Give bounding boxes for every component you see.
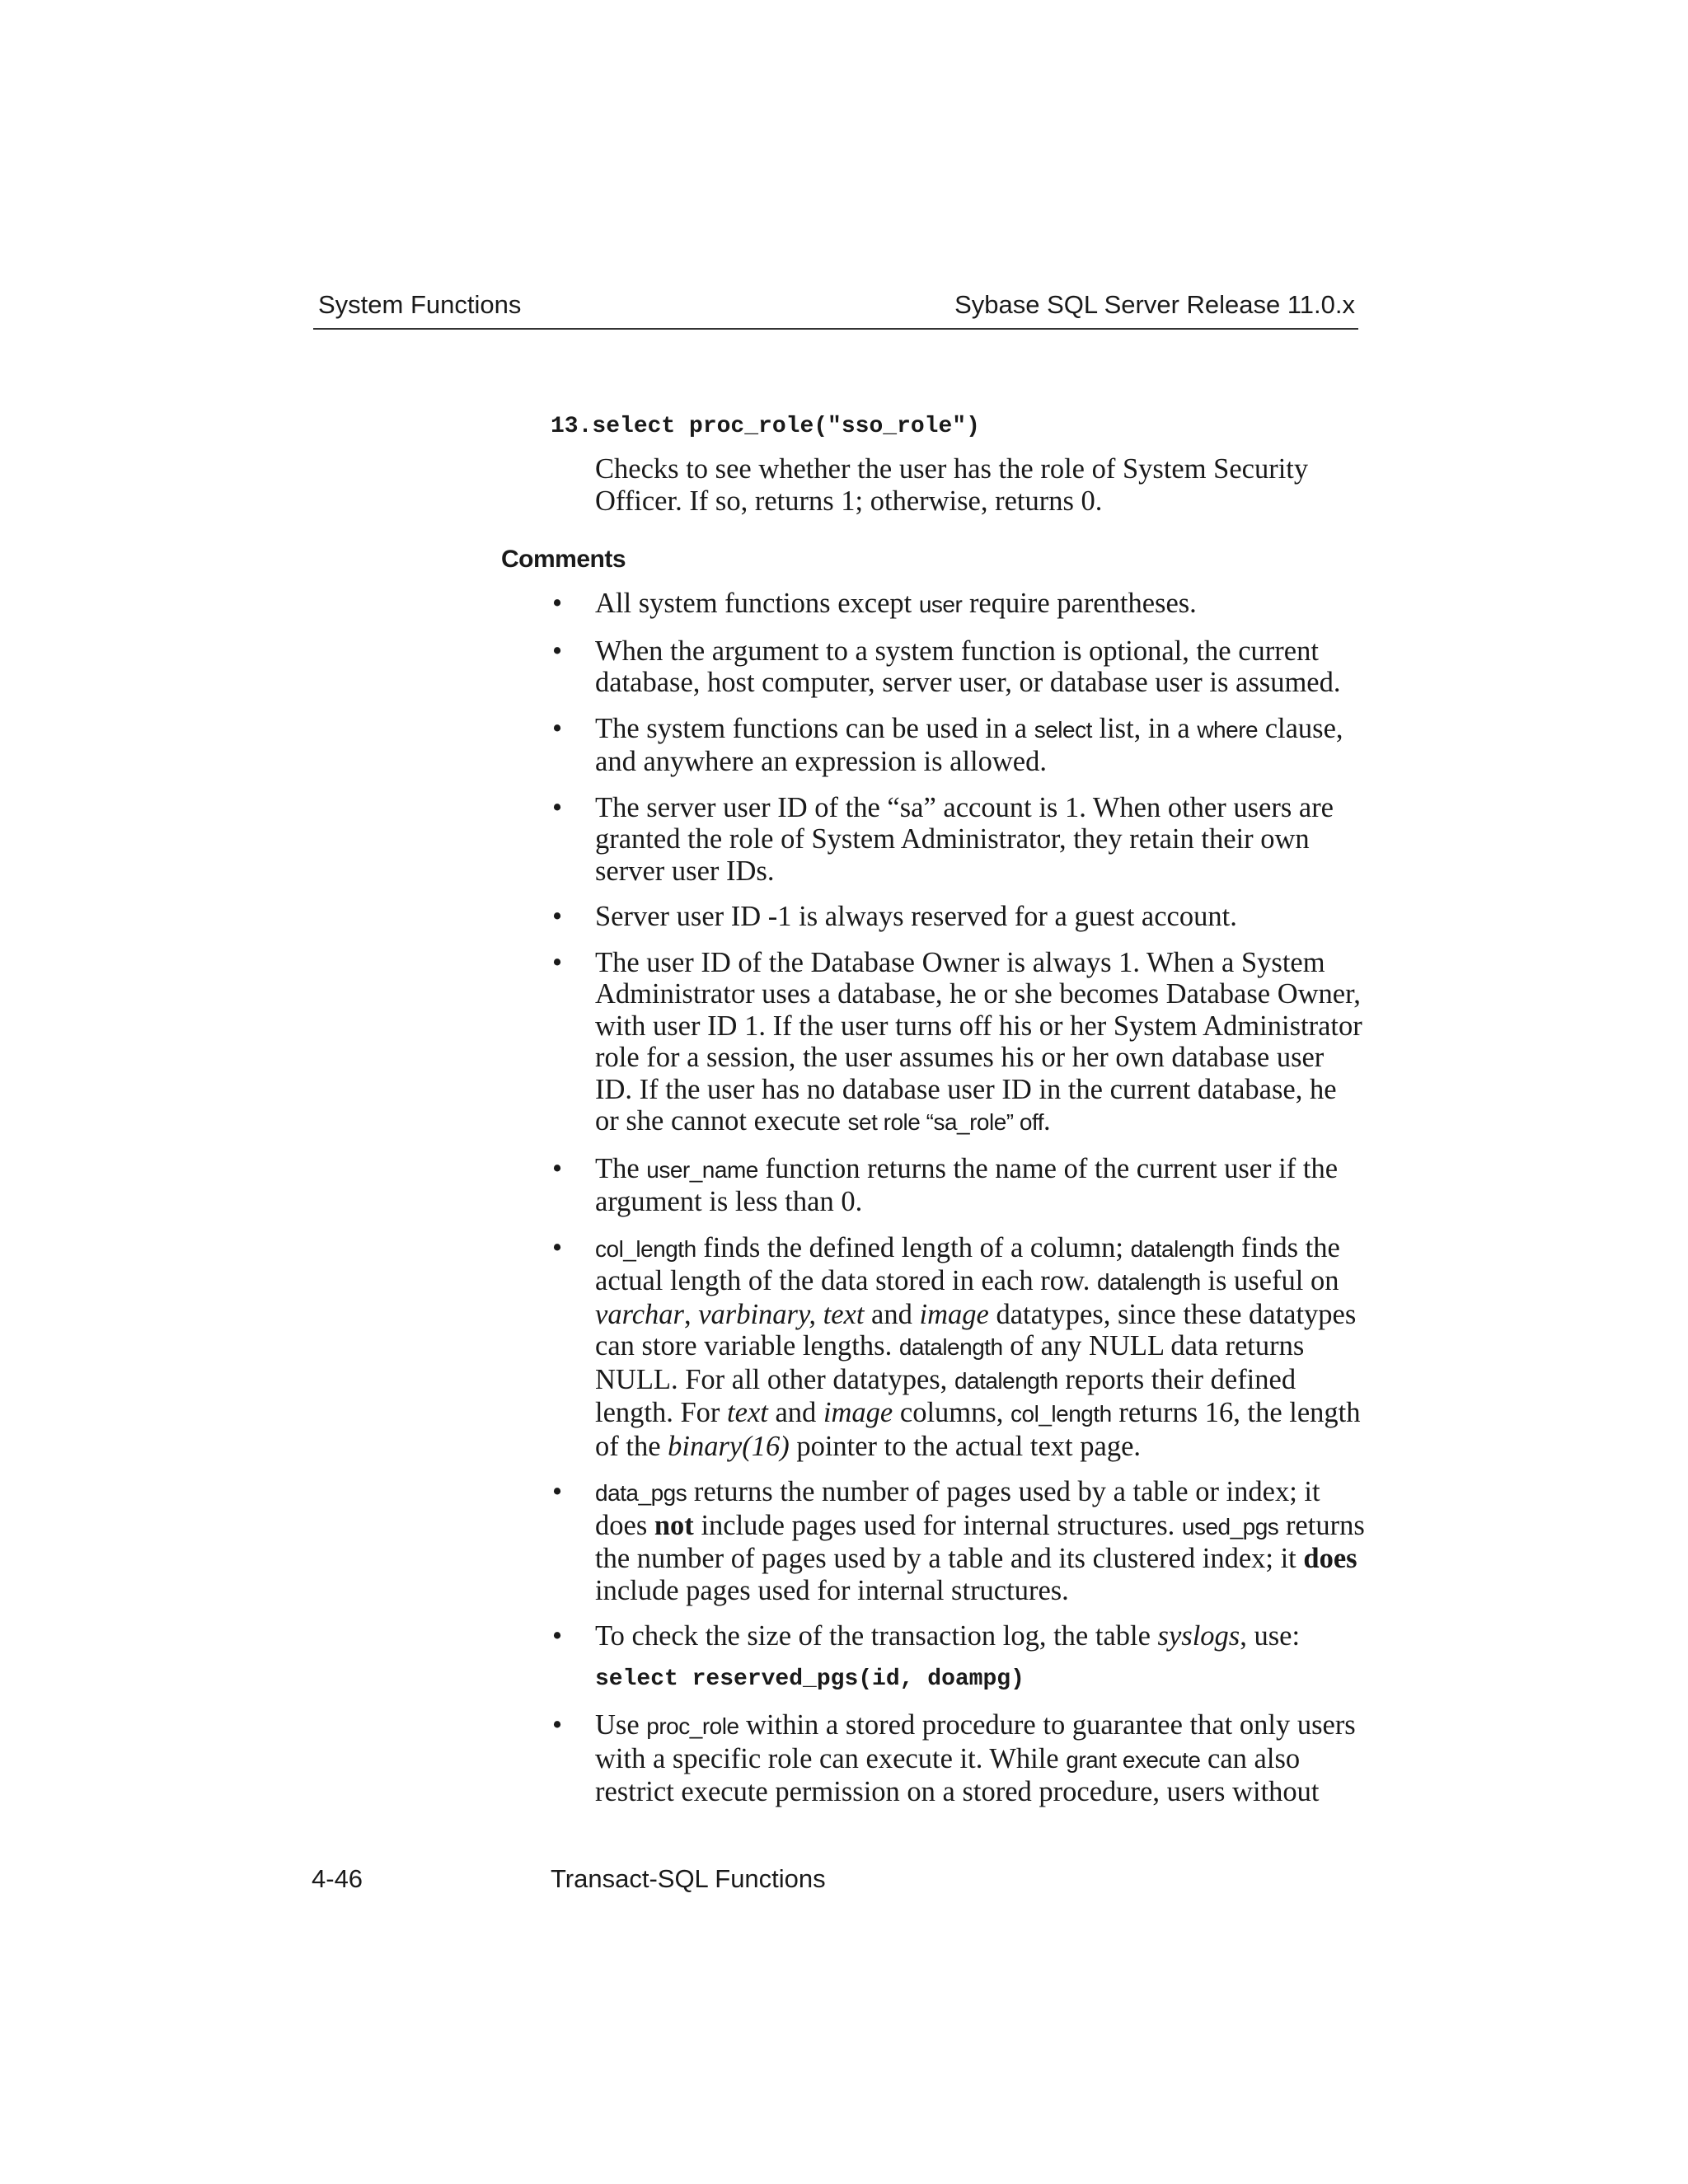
bullet-icon: • (552, 946, 563, 978)
bullet-icon: • (552, 1231, 563, 1263)
list-item: • The server user ID of the “sa” account is 1. When other users are granted the role of System Administrator, they retain their own server user IDs. (552, 791, 1334, 887)
list-item: • data_pgs returns the number of pages used by a table or index; it does not include pages used for internal structures. used_pgs returns the number of pages used by a table and its clustered index; it does include pages used for internal structures. (552, 1476, 1365, 1606)
page-number: 4-46 (312, 1864, 363, 1893)
bullet-icon: • (552, 588, 563, 619)
bullet-icon: • (552, 1152, 563, 1184)
list-item: • To check the size of the transaction log, the table syslogs, use: select reserved_pgs(id, doampg) (551, 1620, 1367, 1695)
code-example: select reserved_pgs(id, doampg) (595, 1666, 1025, 1692)
bullet-icon: • (552, 1476, 563, 1507)
list-item: • Use proc_role within a stored procedure to guarantee that only users with a specific role can execute it. While grant execute can also restrict execute permission on a stored procedure, users without (552, 1709, 1356, 1807)
comments-heading: Comments (501, 546, 626, 573)
list-item: • All system functions except user require parentheses. (552, 588, 1197, 619)
bullet-icon: • (552, 712, 563, 744)
bullet-icon: • (552, 901, 563, 932)
comments-list (551, 588, 1367, 1822)
list-item: • The user ID of the Database Owner is always 1. When a System Administrator uses a database, he or she becomes Database Owner, with user ID 1. If the user turns off his or her System Administrator role for a session, the user assumes his or her own database user ID. If the user has no database user ID in the current database, he or she cannot execute set role “sa_role” off. (552, 946, 1362, 1137)
list-item: • Server user ID -1 is always reserved for a guest account. (552, 901, 1237, 932)
bullet-icon: • (552, 1620, 563, 1652)
bullet-icon: • (552, 791, 563, 823)
running-header-product: Sybase SQL Server Release 11.0.x (954, 290, 1355, 319)
bullet-icon: • (552, 1709, 563, 1741)
list-item: • The user_name function returns the name of the current user if the argument is less than 0. (552, 1152, 1339, 1217)
running-header-chapter: System Functions (318, 290, 522, 319)
example-heading: 13.select proc_role("sso_role") (551, 414, 980, 439)
list-item: • When the argument to a system function is optional, the current database, host computer, server user, or database user is assumed. (552, 635, 1341, 698)
bullet-icon: • (552, 635, 563, 667)
list-item: • col_length finds the defined length of a column; datalength finds the actual length of the data stored in each row. datalength is useful on varchar, varbinary, text and image datatypes, since these datatypes can store variable lengths. datalength of any NULL data returns NULL. For all other datatypes, datalength reports their defined length. For text and image columns, col_length returns 16, the length of the binary(16) pointer to the actual text page. (552, 1231, 1361, 1462)
list-item: • The system functions can be used in a select list, in a where clause, and anywhere an expression is allowed. (552, 712, 1343, 777)
running-footer-section: Transact-SQL Functions (551, 1864, 826, 1893)
example-description: Checks to see whether the user has the role of System Security Officer. If so, returns 1; otherwise, returns 0. (595, 453, 1309, 517)
